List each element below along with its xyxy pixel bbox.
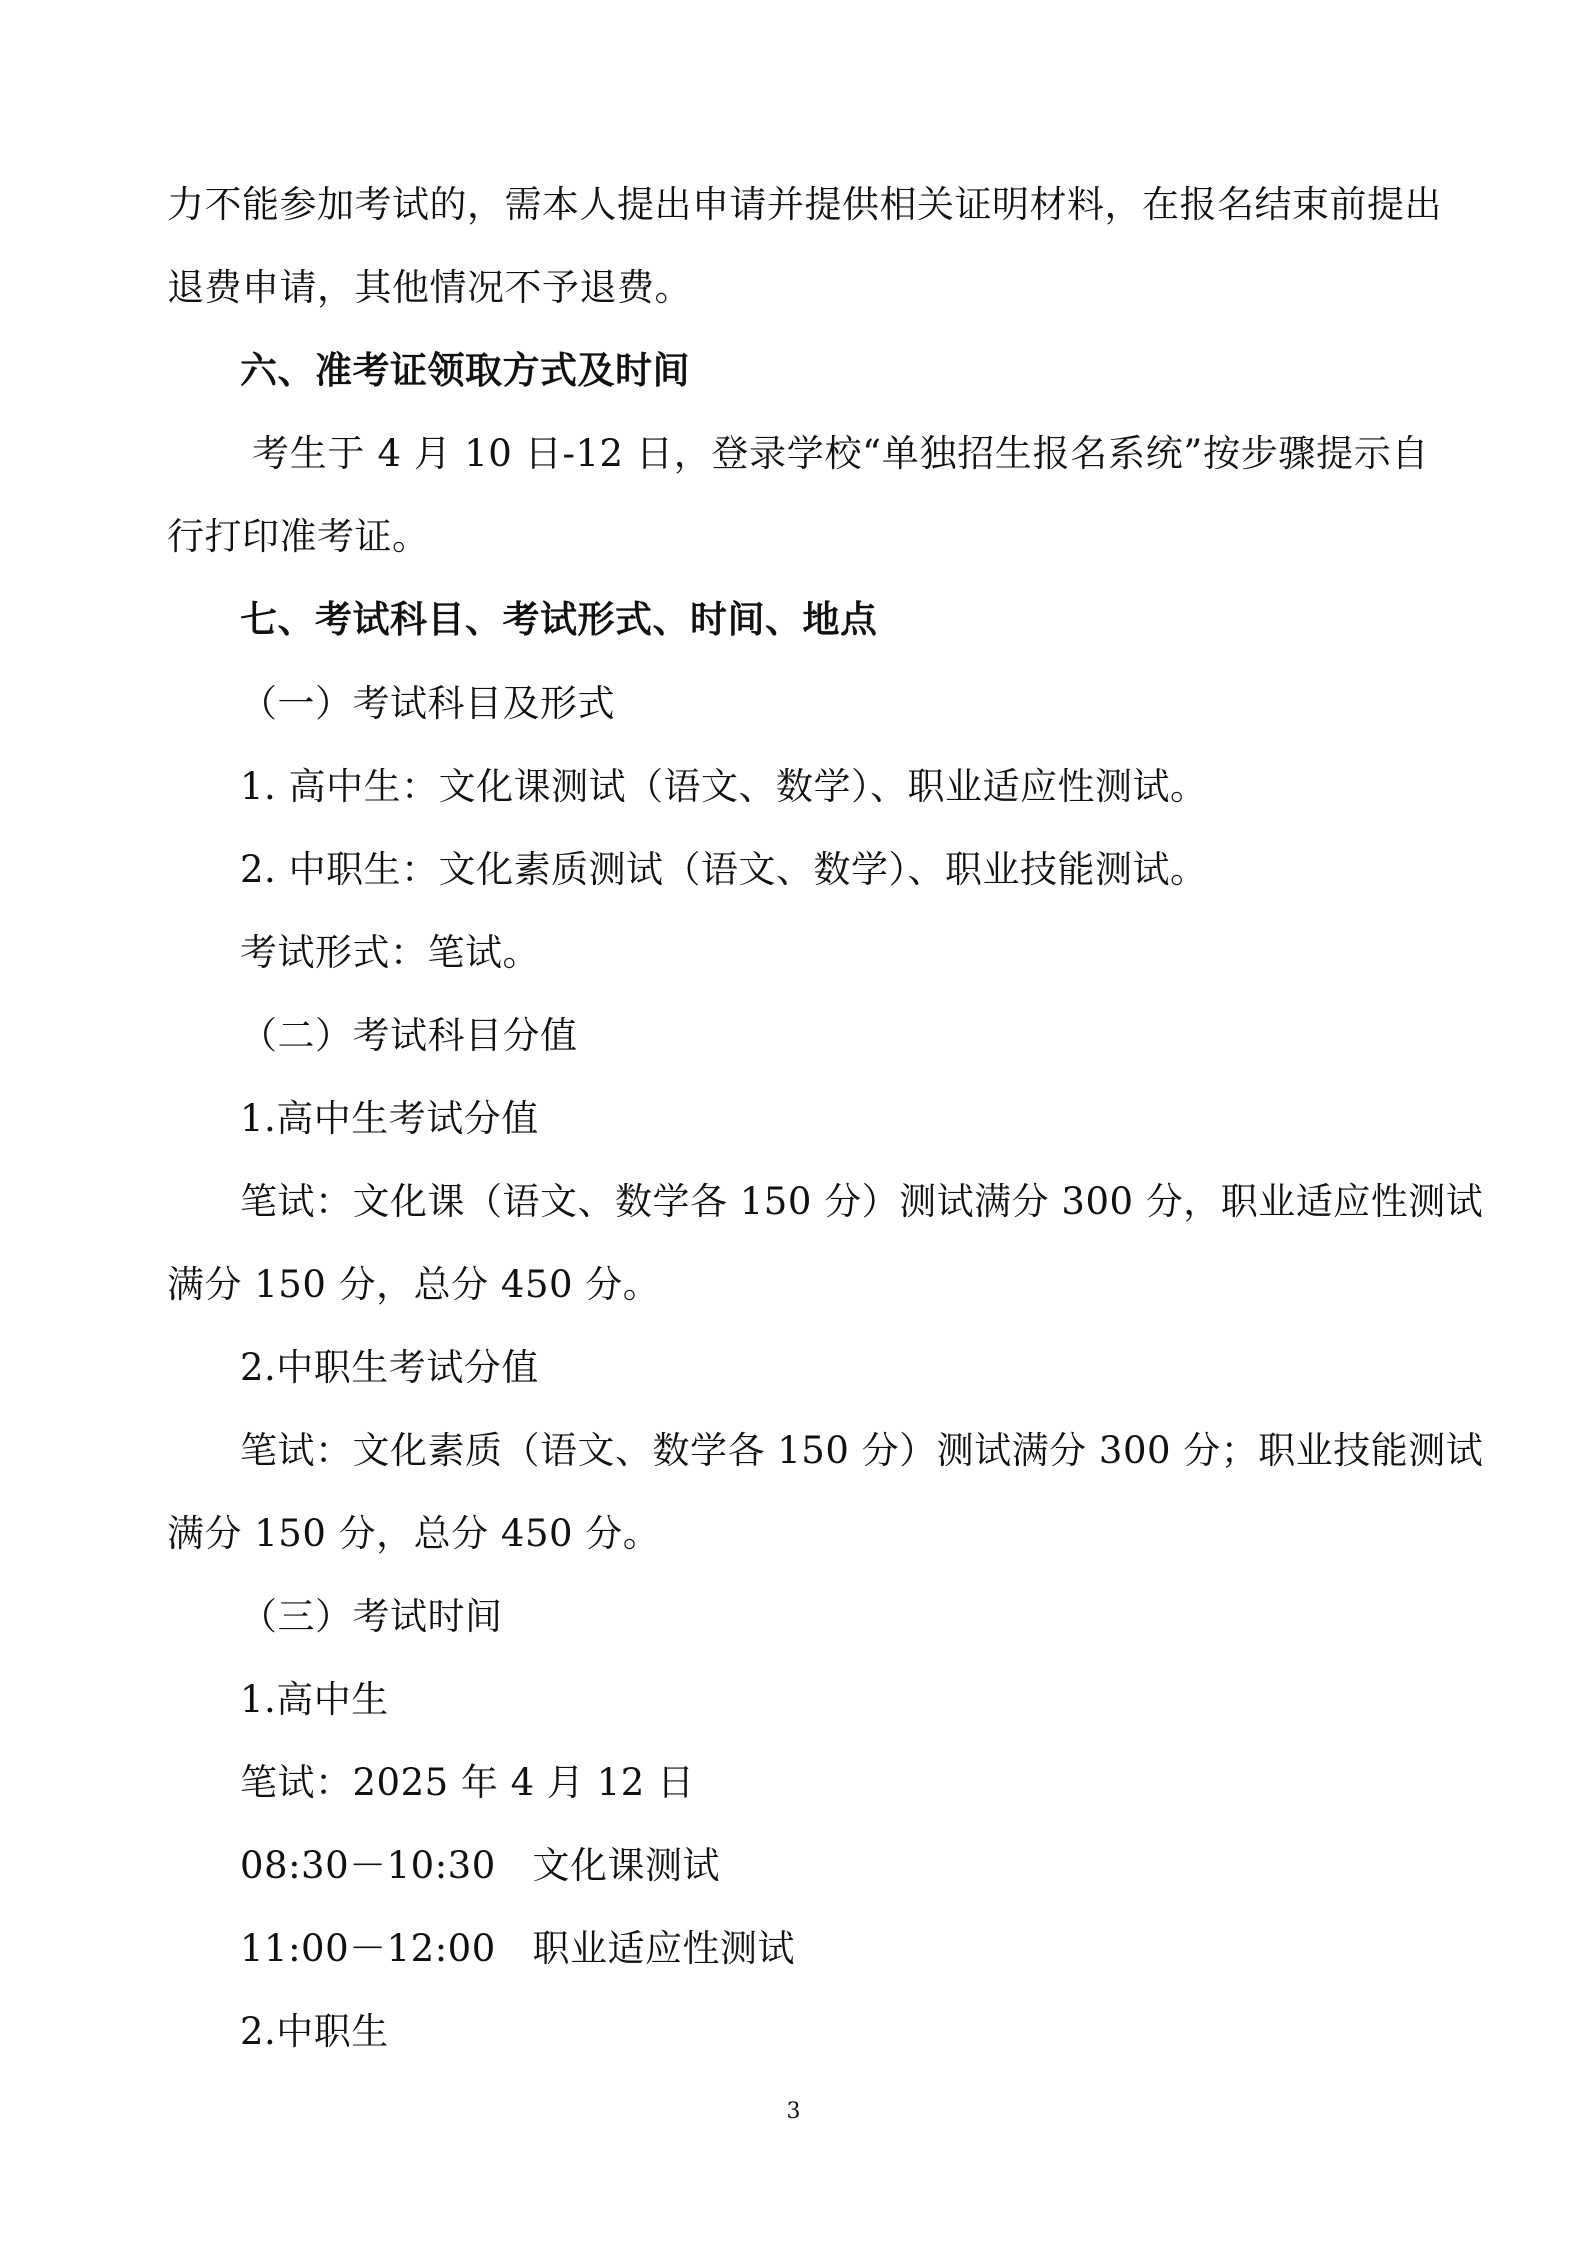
list-item: 2.中职生 (240, 2010, 389, 2053)
paragraph-line: 考试形式：笔试。 (240, 931, 540, 974)
list-item: 1.高中生考试分值 (240, 1097, 539, 1140)
paragraph-line: 笔试：文化素质（语文、数学各 150 分）测试满分 300 分；职业技能测试 (240, 1429, 1484, 1472)
paragraph-line: 考生于 4 月 10 日-12 日，登录学校“单独招生报名系统”按步骤提示自 (252, 432, 1429, 475)
paragraph-line: 笔试：文化课（语文、数学各 150 分）测试满分 300 分，职业适应性测试 (240, 1180, 1484, 1223)
page-number: 3 (786, 2099, 801, 2124)
subsection-heading: （三）考试时间 (240, 1595, 503, 1638)
section-heading: 七、考试科目、考试形式、时间、地点 (240, 598, 878, 641)
subsection-heading: （一）考试科目及形式 (240, 682, 615, 725)
paragraph-line: 满分 150 分，总分 450 分。 (167, 1512, 661, 1555)
list-item: 2.中职生考试分值 (240, 1346, 539, 1389)
list-item: 2. 中职生：文化素质测试（语文、数学）、职业技能测试。 (240, 848, 1208, 891)
subsection-heading: （二）考试科目分值 (240, 1014, 578, 1057)
paragraph-line: 行打印准考证。 (167, 515, 430, 558)
paragraph-line: 力不能参加考试的，需本人提出申请并提供相关证明材料，在报名结束前提出 (167, 183, 1442, 226)
section-heading: 六、准考证领取方式及时间 (240, 349, 690, 392)
schedule-line: 08:30－10:30 文化课测试 (240, 1844, 721, 1887)
paragraph-line: 退费申请，其他情况不予退费。 (167, 266, 692, 309)
list-item: 1.高中生 (240, 1678, 389, 1721)
paragraph-line: 笔试：2025 年 4 月 12 日 (240, 1761, 695, 1804)
paragraph-line: 满分 150 分，总分 450 分。 (167, 1263, 661, 1306)
list-item: 1. 高中生：文化课测试（语文、数学）、职业适应性测试。 (240, 765, 1208, 808)
schedule-line: 11:00－12:00 职业适应性测试 (240, 1927, 796, 1970)
